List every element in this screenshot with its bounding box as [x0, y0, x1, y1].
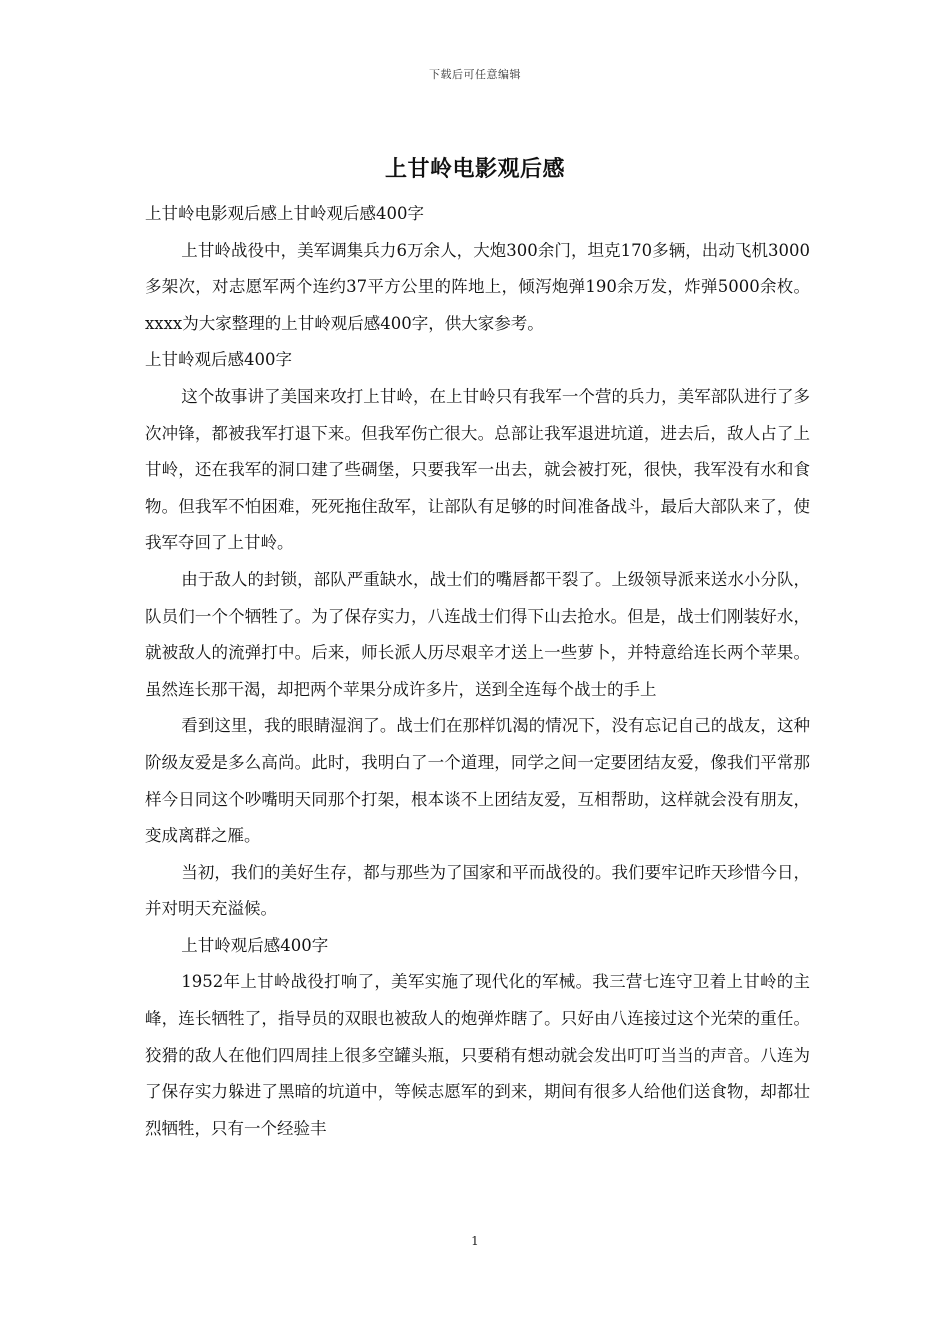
paragraph: 上甘岭电影观后感上甘岭观后感400字	[145, 204, 424, 223]
paragraph: 由于敌人的封锁，部队严重缺水，战士们的嘴唇都干裂了。上级领导派来送水小分队，队员们一个个牺牲了。为了保存实力，八连战士们得下山去抢水。但是，战士们刚装好水，就被敌人的流弹打中。后来，师长派人历尽艰辛才送上一些萝卜，并特意给连长两个苹果。虽然连长那干渴，却把两个苹果分成许多片，送到全连每个战士的手上	[145, 569, 810, 699]
document-title: 上甘岭电影观后感	[384, 156, 565, 182]
section-heading: 上甘岭观后感400字	[181, 935, 329, 955]
page-number: 1	[471, 1234, 479, 1248]
header-note: 下载后可任意编辑	[429, 68, 521, 81]
section-heading: 上甘岭观后感400字	[145, 350, 292, 370]
paragraph: 上甘岭战役中，美军调集兵力6万余人，大炮300余门，坦克170多辆，出动飞机3000多架次，对志愿军两个连约37平方公里的阵地上，倾泻炮弹190余万发，炸弹5000余枚。xxxx为大家整理的上甘岭观后感400字，供大家参考。	[145, 240, 810, 333]
paragraph: 看到这里，我的眼睛湿润了。战士们在那样饥渴的情况下，没有忘记自己的战友，这种阶级友爱是多么高尚。此时，我明白了一个道理，同学之间一定要团结友爱，像我们平常那样今日同这个吵嘴明天同那个打架，根本谈不上团结友爱，互相帮助，这样就会没有朋友，变成离群之雁。	[145, 716, 810, 846]
paragraph: 1952年上甘岭战役打响了，美军实施了现代化的军械。我三营七连守卫着上甘岭的主峰，连长牺牲了，指导员的双眼也被敌人的炮弹炸瞎了。只好由八连接过这个光荣的重任。狡猾的敌人在他们四周挂上很多空罐头瓶，只要稍有想动就会发出叮叮当当的声音。八连为了保存实力躲进了黑暗的坑道中，等候志愿军的到来，期间有很多人给他们送食物，却都壮烈牺牲，只有一个经验丰	[145, 972, 810, 1138]
document-body	[145, 196, 810, 1147]
paragraph: 这个故事讲了美国来攻打上甘岭，在上甘岭只有我军一个营的兵力，美军部队进行了多次冲锋，都被我军打退下来。但我军伤亡很大。总部让我军退进坑道，进去后，敌人占了上甘岭，还在我军的洞口建了些碉堡，只要我军一出去，就会被打死，很快，我军没有水和食物。但我军不怕困难，死死拖住敌军，让部队有足够的时间准备战斗，最后大部队来了，使我军夺回了上甘岭。	[145, 386, 810, 553]
paragraph: 当初，我们的美好生存，都与那些为了国家和平而战役的。我们要牢记昨天珍惜今日，并对明天充溢候。	[145, 862, 810, 919]
